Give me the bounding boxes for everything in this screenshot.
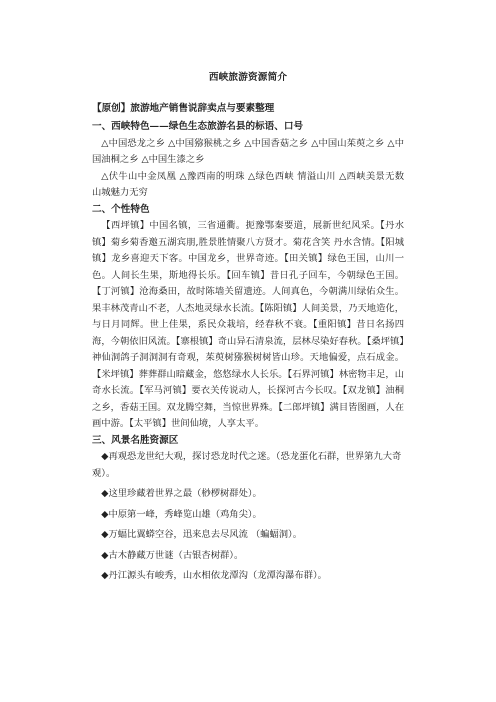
section-heading: 三、风景名胜资源区 <box>92 434 179 446</box>
section-heading: 一、西峡特色——绿色生态旅游名县的标语、口号 <box>92 121 304 132</box>
section-scenic-areas <box>92 433 404 585</box>
document-subtitle: 【原创】旅游地产销售说辞卖点与要素整理 <box>92 102 275 114</box>
section-heading: 二、个性特色 <box>92 203 150 215</box>
list-item: ◆再观恐龙世纪大观，探讨恐龙时代之迷。（恐龙蛋化石群，世界第九大奇观）。 <box>92 451 402 479</box>
slogan-paragraph: △伏牛山中金凤凰 △豫西南的明珠 △绿色西峡 情溢山川 △西峡美景无数 山城魅力无穷 <box>92 170 404 198</box>
section-features <box>92 119 404 202</box>
list-item: ◆这里珍藏着世界之最（桫椤树群处）。 <box>101 488 262 499</box>
list-item: ◆中原第一峰，秀峰览山雄（鸡角尖）。 <box>101 508 262 520</box>
list-item: ◆古木静藏万世谜（古银杏树群）。 <box>101 549 244 561</box>
slogan-paragraph: △中国恐龙之乡 △中国猕猴桃之乡 △中国香菇之乡 △中国山茱萸之乡 △中国油桐之乡 △中国生漆之乡 <box>92 137 404 165</box>
towns-paragraph: 【西坪镇】中国名镇，三省通衢。扼豫鄂秦要道，展新世纪风采。【丹水镇】菊乡菊香邀五湖宾朋,胜景胜情聚八方贤才。菊花含笑 丹水含情。【阳城镇】龙乡喜迎天下客。中国龙乡，世界奇迹。【田关镇】绿色王国，山川一色。人间长生果，斯地得长乐。【回车镇】昔日孔子回车，今朝绿色王国。【丁河镇】沧海桑田，故时陈墙关留遗迹。人间真色，今朝满川绿佑众生。果丰林茂青山不老，人杰地灵绿水长流。【陈阳镇】人间美景，乃天地造化，与日月同辉。世上佳果，系民众栽培，经春秋不衰。【重阳镇】昔日名扬四海，今朝依旧风流。【寨根镇】奇山异石清泉流，层林尽染好春秋。【桑坪镇】神仙洞鸽子洞洞洞有奇观，茱萸树猕猴树树皆山珍。天地偏爱，点石成金。【米坪镇】葬葬群山暗藏金，悠悠绿水人长乐。【石界河镇】林密物丰足，山奇水长流。【军马河镇】要衣关传说动人，长探河古今长叹。【双龙镇】油桐之乡，香菇王国。双龙腾空舞，当惊世界殊。【二郎坪镇】满目皆图画，人在画中游。【太平镇】世间仙境，人享太平。 <box>92 220 404 429</box>
scenic-list <box>92 449 404 585</box>
document-title: 西峡旅游资源简介 <box>208 72 288 83</box>
list-item: ◆丹江源头有峻秀，山水相依龙潭沟（龙潭沟瀑布群）。 <box>101 570 327 581</box>
section-characteristics <box>92 202 404 433</box>
list-item: ◆万蝠比翼蟒空谷，迅来息去尽风流 （蝙蝠洞）。 <box>101 529 302 540</box>
